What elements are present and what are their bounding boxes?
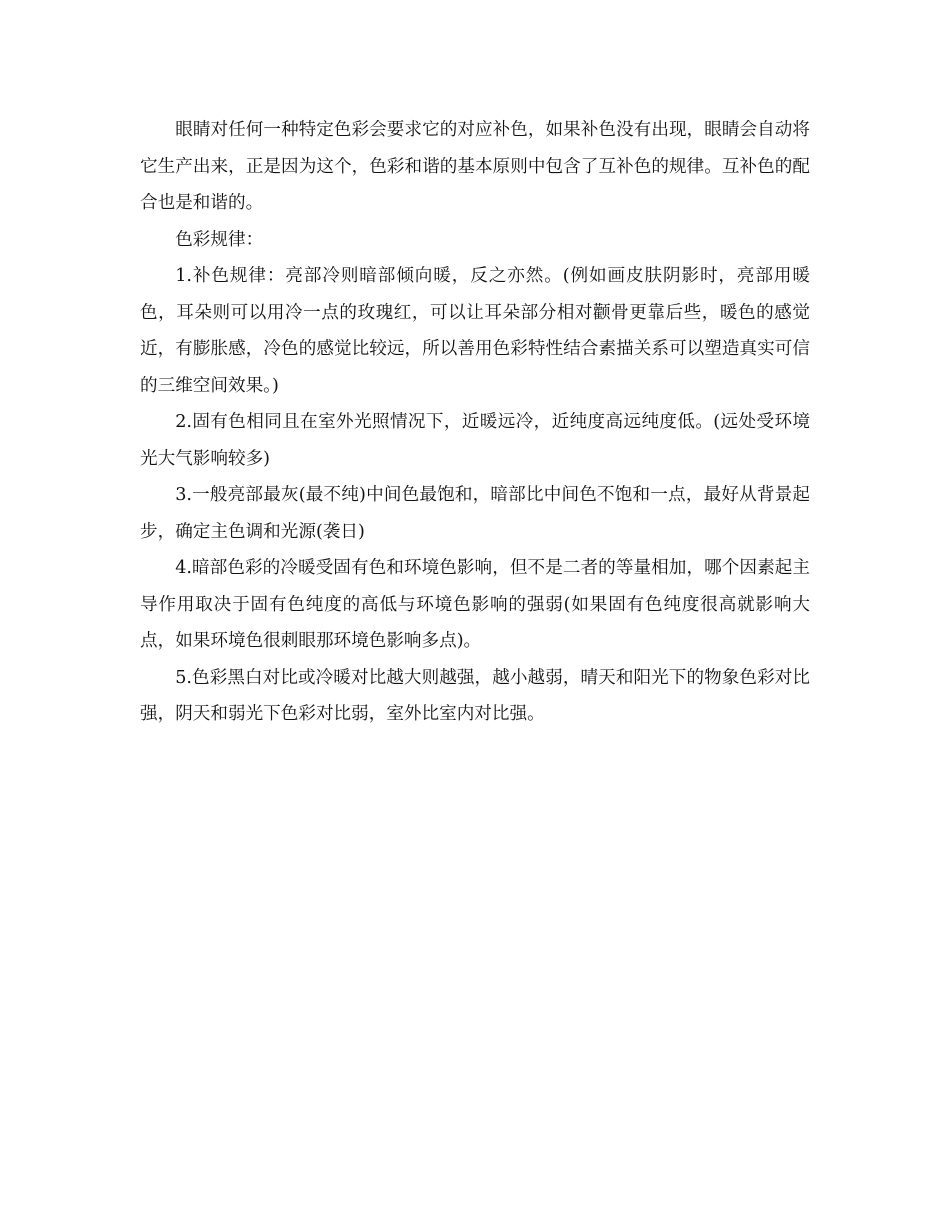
section-heading-color-rules: 色彩规律： [175, 229, 264, 250]
rule-3-paragraph: 3.一般亮部最灰(最不纯)中间色最饱和，暗部比中间色不饱和一点，最好从背景起步，确定主色调和光源(袭日) [140, 485, 810, 542]
rule-4-paragraph: 4.暗部色彩的冷暖受固有色和环境色影响，但不是二者的等量相加，哪个因素起主导作用取决于固有色纯度的高低与环境色影响的强弱(如果固有色纯度很高就影响大点，如果环境色很刺眼那环境色影响多点)。 [140, 558, 810, 651]
intro-paragraph: 眼睛对任何一种特定色彩会要求它的对应补色，如果补色没有出现，眼睛会自动将它生产出来，正是因为这个，色彩和谐的基本原则中包含了互补色的规律。互补色的配合也是和谐的。 [140, 120, 810, 213]
rule-2-paragraph: 2.固有色相同且在室外光照情况下，近暖远冷，近纯度高远纯度低。(远处受环境光大气影响较多) [140, 412, 810, 469]
rule-5-paragraph: 5.色彩黑白对比或冷暖对比越大则越强，越小越弱，晴天和阳光下的物象色彩对比强，阴天和弱光下色彩对比弱，室外比室内对比强。 [140, 667, 810, 724]
rule-1-paragraph: 1.补色规律：亮部冷则暗部倾向暖，反之亦然。(例如画皮肤阴影时，亮部用暖色，耳朵则可以用冷一点的玫瑰红，可以让耳朵部分相对颧骨更靠后些，暖色的感觉近，有膨胀感，冷色的感觉比较远，所以善用色彩特性结合素描关系可以塑造真实可信的三维空间效果。) [140, 266, 810, 396]
document-page [140, 112, 810, 733]
